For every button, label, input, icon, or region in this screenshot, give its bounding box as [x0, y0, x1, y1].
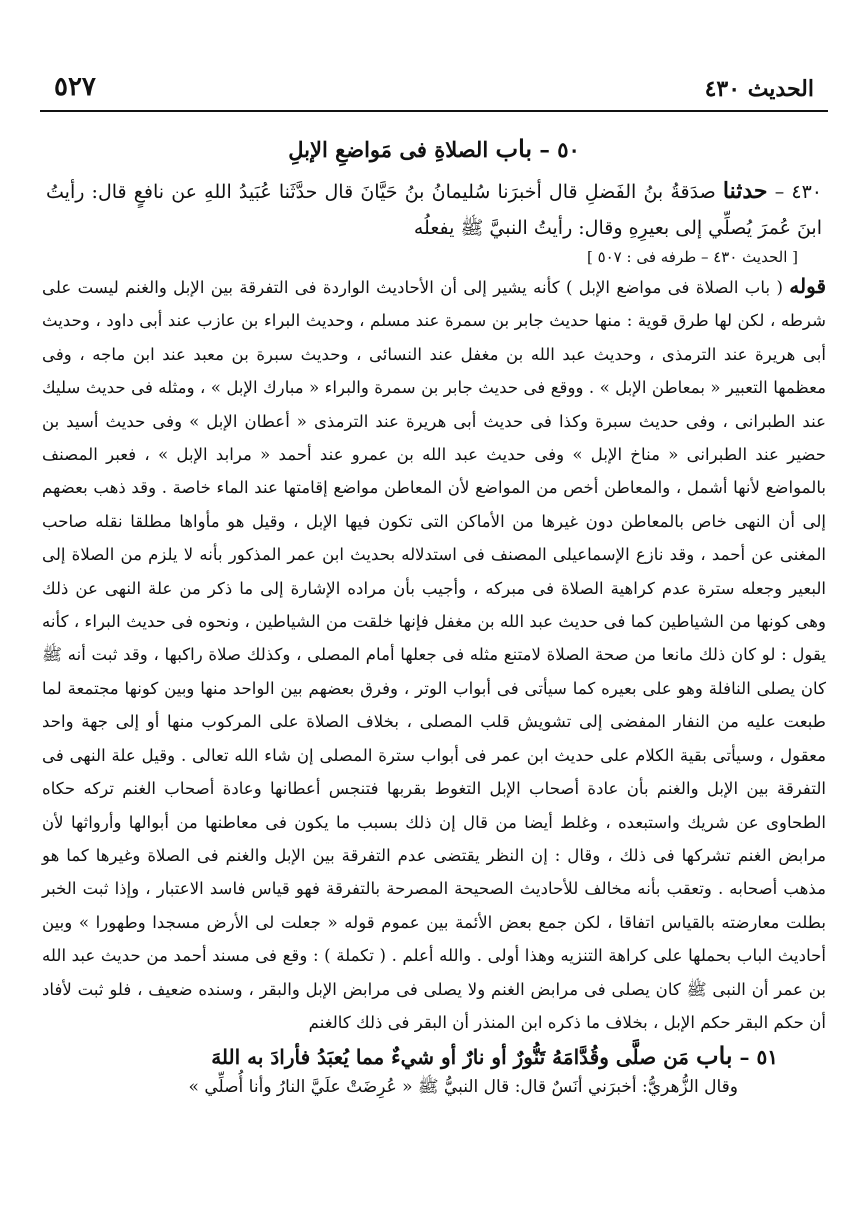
hadith-text	[40, 173, 828, 246]
commentary-line: يقول : لو كان ذلك مانعا من صحة الصلاة لامتنع مثله فى جعلها أمام المصلى ، وكذلك صلاة راكبها ، وقد ثبت أنه	[67, 645, 826, 665]
commentary-line: التفرقة بين الإبل والغنم بأن عادة أصحاب الإبل التغوط بقربها فتنجس أعطانها وعادة أصحاب الغنم تركه حكاه	[42, 779, 826, 799]
commentary-line: لما طبعت عليه من النفار المفضى إلى تشويش قلب المصلى ، بخلاف الصلاة على المركوب منها أو إلى جهة واحد	[42, 678, 826, 732]
commentary-line: أسيد بن حضير عند الطبرانى « مناخ الإبل » وفى حديث عبد الله بن عمرو عند أحمد « مرابد الإبل » ، فعبر المصنف	[42, 411, 826, 465]
hadith-number: ٤٣٠ –	[774, 181, 823, 203]
commentary-line: سليك عند الطبرانى ، وفى حديث سبرة وكذا فى حديث أبى هريرة عند الترمذى « أعطان الإبل » وفى حديث	[42, 378, 826, 431]
commentary-line: على شرطه ، لكن لها طرق قوية : منها حديث جابر بن سمرة عند مسلم ، وحديث البراء بن عازب عند أبى داود ،	[42, 278, 826, 331]
closing-line: وقال الزُّهريُّ: أخبرَني أنَسٌ قال: قال النبيُّ ﷺ « عُرِضَتْ علَيَّ النارُ وأنا أُصلِّي »	[188, 1077, 738, 1098]
bab-word: باب	[695, 1041, 733, 1071]
chapter-title: مَن صلَّى وقُدَّامَهُ تَنُّورٌ أو نارٌ أو شيءٌ مما يُعبَدُ فأرادَ به اللهَ	[211, 1045, 690, 1070]
commentary-line: لأن مرابض الغنم تشركها فى ذلك ، وقال : إن النظر يقتضى عدم التفرقة بين الإبل والغنم فى الصلاة وغيرها كما هو	[42, 812, 826, 865]
running-title: الحديث ٤٣٠	[704, 76, 814, 102]
chapter-heading-next	[40, 1041, 828, 1070]
bab-word: باب	[495, 134, 533, 163]
qawluh-word: قوله	[789, 274, 827, 298]
commentary-line: وفى معظمها التعبير « بمعاطن الإبل » . ووقع فى حديث جابر بن سمرة والبراء « مبارك الإبل » ، ومثله فى حديث	[42, 344, 826, 398]
commentary-line: وحديث أبى هريرة عند الترمذى ، وحديث عبد الله بن مغفل عند النسائى ، وحديث سبرة بن معبد عند ابن ماجه ،	[42, 311, 826, 364]
commentary-line: ( باب الصلاة فى مواضع الإبل ) كأنه يشير إلى أن الأحاديث الواردة فى التفرقة بين الإبل والغنم ليست	[77, 278, 783, 297]
chapter-title: الصلاةِ فى مَواضعِ الإبلِ	[288, 137, 489, 162]
commentary-line: وهى كونها من الشياطين كما فى حديث عبد الله بن مغفل فإنها خلقت من الشياطين ، ونحوه فى حديث البراء ، كأنه	[42, 612, 826, 632]
chapter-heading	[40, 134, 828, 163]
commentary-line: بعضهم إلى أن النهى خاص بالمعاطن دون غيرها من الأماكن التى تكون فيها الإبل ، وقيل هو مأواها مطلقا نقله	[42, 478, 826, 531]
commentary-line: إلى البعير وجعله سترة عدم كراهية الصلاة فى مبركه ، وأجيب بأن مراده الإشارة إلى ما ذكر من علة النهى عن ذلك	[42, 545, 826, 598]
commentary-line: وبين أحاديث الباب بحملها على كراهة التنزيه وهذا أولى . والله أعلم . ( تكملة ) : وقع فى مسند أحمد من حديث	[42, 912, 826, 966]
commentary	[40, 270, 828, 1039]
page-number: ٥٢٧	[54, 72, 96, 102]
commentary-line: عبد الله بن عمر أن النبى ﷺ كان يصلى فى مرابض الغنم ولا يصلى فى مرابض الإبل والبقر ، وسنده ضعيف ،	[42, 946, 826, 999]
commentary-line: فلو ثبت لأفاد أن حكم البقر حكم الإبل ، بخلاف ما ذكره ابن المنذر أن البقر فى ذلك كالغنم	[42, 979, 826, 1032]
commentary-line: صاحب المغنى عن أحمد ، وقد نازع الإسماعيلى المصنف فى استدلاله بحديث ابن عمر المذكور بأنه لا يلزم من الصلاة	[42, 511, 826, 565]
commentary-line: الطحاوى عن شريك واستبعده ، وغلط أيضا من قال إن ذلك بسبب ما يكون فى معاطنها من أبوالها وأرواثها	[70, 812, 826, 832]
commentary-line: ﷺ كان يصلى النافلة وهو على بعيره كما سيأتى فى أبواب الوتر ، وفرق بعضهم بين الواحد منها وبين كونها مجتمعة	[42, 645, 826, 698]
cross-reference: [ الحديث ٤٣٠ – طرفه فى : ٥٠٧ ]	[586, 248, 798, 266]
commentary-line: الخبر بطلت معارضته بالقياس اتفاقا ، لكن جمع بعض الأئمة بين عموم قوله « جعلت لى الأرض مسجدا وطهورا »	[42, 879, 826, 932]
commentary-line: مذهب أصحابه . وتعقب بأنه مخالف للأحاديث الصحيحة المصرحة بالتفرقة فهو قياس فاسد الاعتبار ، وإذا ثبت	[82, 879, 826, 899]
chapter-number: ٥٠ –	[539, 137, 580, 162]
commentary-line: معقول ، وسيأتى بقية الكلام على حديث ابن عمر فى أبواب سترة المصلى إن شاء الله تعالى . وقيل علة النهى فى	[42, 745, 826, 765]
haddathana-word: حدثنا	[722, 178, 768, 204]
hadith-body: صدَقةُ بنُ الفَضلِ قال أخبرَنا سُليمانُ بنُ حَيَّانَ قال حدَّثَنا عُبَيدُ اللهِ عن نافعٍ قال: رأيتُ ابنَ عُمرَ يُصلِّي إلى بعيرِهِ وقال: رأيتُ النبيَّ ﷺ يفعلُه	[46, 181, 822, 239]
running-header	[40, 50, 828, 112]
commentary-line: بالمواضع لأنها أشمل ، والمعاطن أخص من المواضع لأن المعاطن مواضع إقامتها عند الماء خاصة . وقد ذهب	[93, 478, 826, 498]
chapter-number: ٥١ –	[739, 1045, 778, 1070]
